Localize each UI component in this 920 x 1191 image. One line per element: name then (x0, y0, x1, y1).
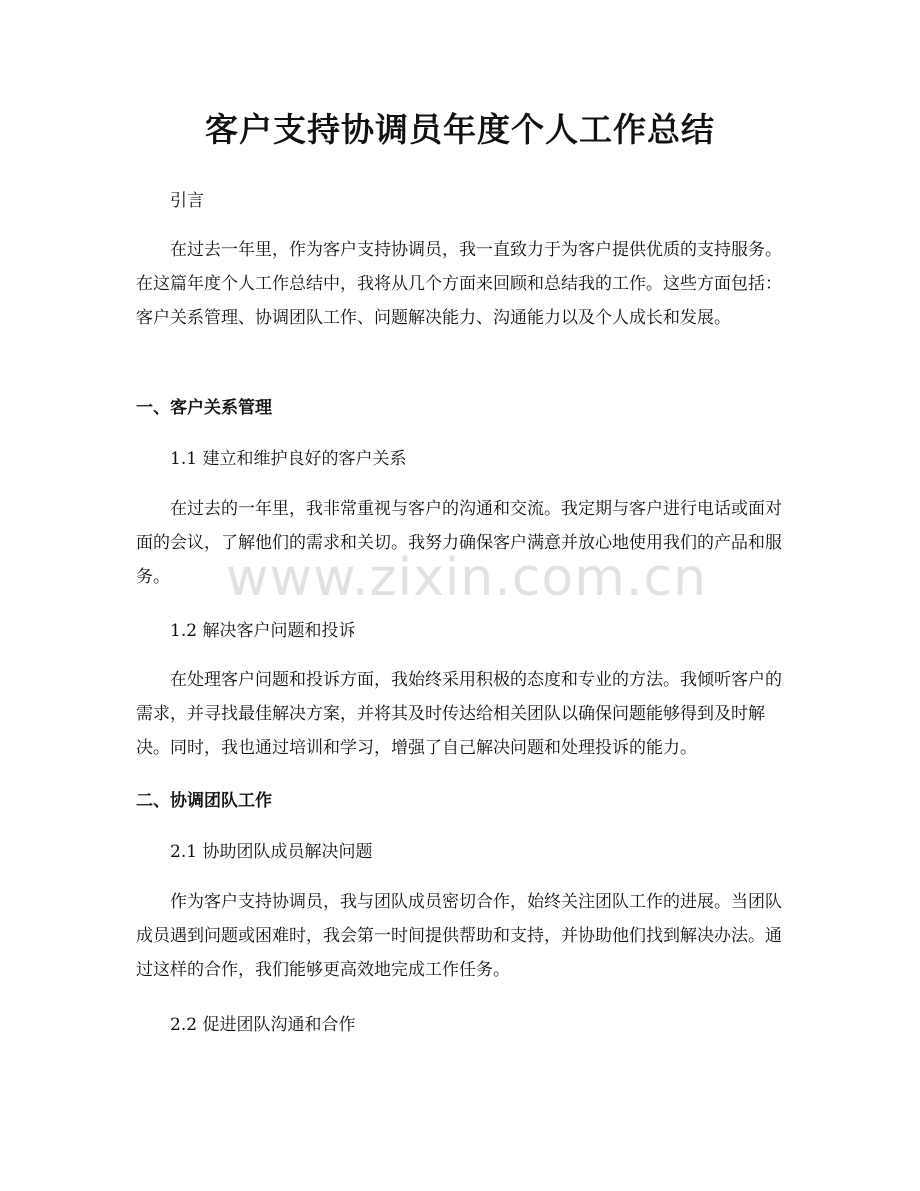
subsection-1-2-paragraph: 在处理客户问题和投诉方面，我始终采用积极的态度和专业的方法。我倾听客户的需求，并寻找最佳解决方案，并将其及时传达给相关团队以确保问题能够得到及时解决。同时，我也通过培训和学习，增强了自己解决问题和处理投诉的能力。 (136, 670, 782, 758)
intro-heading: 引言 (170, 191, 204, 211)
section-2-heading: 二、协调团队工作 (136, 791, 272, 811)
subsection-2-2-heading: 2.2 促进团队沟通和合作 (170, 1015, 356, 1035)
subsection-1-1-paragraph: 在过去的一年里，我非常重视与客户的沟通和交流。我定期与客户进行电话或面对面的会议，了解他们的需求和关切。我努力确保客户满意并放心地使用我们的产品和服务。 (136, 499, 782, 587)
subsection-1-1-heading: 1.1 建立和维护良好的客户关系 (170, 449, 407, 469)
subsection-1-2-heading: 1.2 解决客户问题和投诉 (170, 621, 356, 641)
document-title: 客户支持协调员年度个人工作总结 (205, 110, 715, 149)
watermark-text: www.zixin.com.cn (226, 548, 707, 608)
subsection-2-1-paragraph: 作为客户支持协调员，我与团队成员密切合作，始终关注团队工作的进展。当团队成员遇到问题或困难时，我会第一时间提供帮助和支持，并协助他们找到解决办法。通过这样的合作，我们能够更高效地完成工作任务。 (136, 892, 782, 980)
subsection-2-1-heading: 2.1 协助团队成员解决问题 (170, 842, 373, 862)
intro-paragraph: 在过去一年里，作为客户支持协调员，我一直致力于为客户提供优质的支持服务。在这篇年度个人工作总结中，我将从几个方面来回顾和总结我的工作。这些方面包括：客户关系管理、协调团队工作、问题解决能力、沟通能力以及个人成长和发展。 (136, 240, 782, 328)
section-1-heading: 一、客户关系管理 (136, 398, 272, 418)
